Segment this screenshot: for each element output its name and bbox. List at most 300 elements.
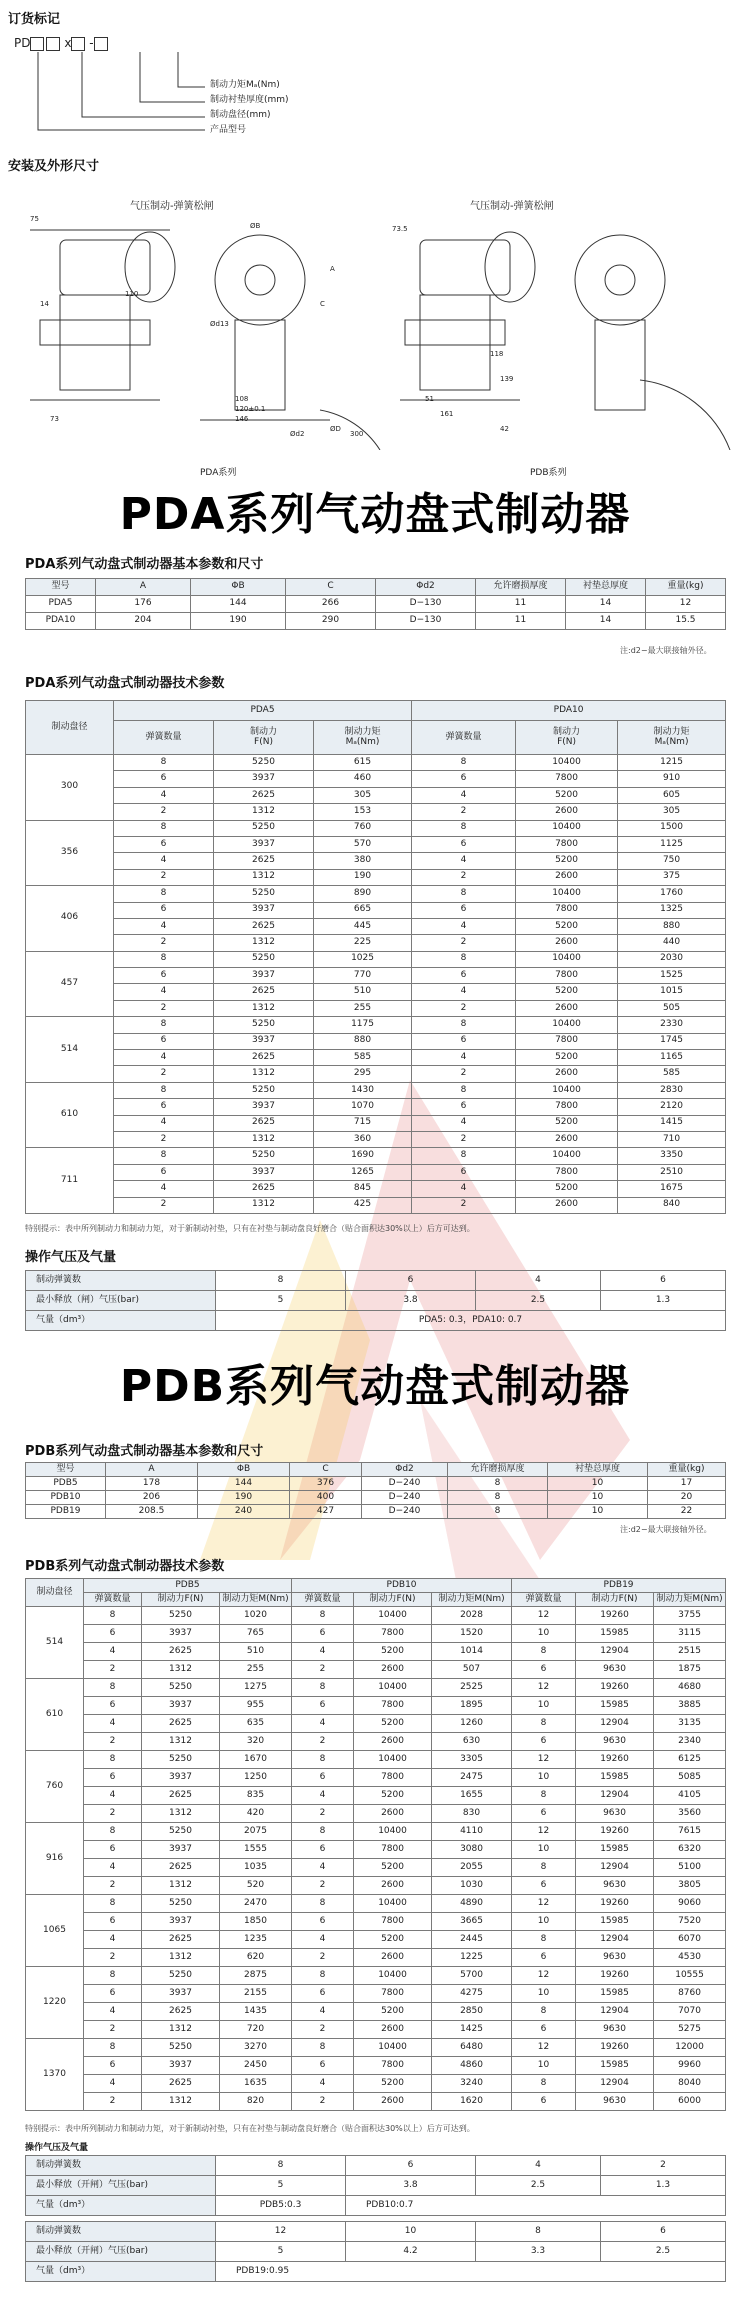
table-cell: 3350 [618,1148,726,1164]
table-cell: 1030 [432,1877,512,1895]
table-cell: 6 [292,1841,354,1859]
table-row [26,935,726,951]
table-cell: 305 [314,787,412,803]
table-cell: 1312 [214,1000,314,1016]
table-cell: 19260 [576,1679,654,1697]
table-cell: 4 [114,1115,214,1131]
table-cell: 615 [314,755,412,771]
dim-110: 110 [125,290,139,298]
table-row [26,1131,726,1147]
table-row [26,1033,726,1049]
dim-146: 146 [235,415,249,423]
table-cell: 12904 [576,2075,654,2093]
table-cell: 2 [412,1066,516,1082]
pdb-tech-h-force-1: 制动力F(N) [142,1593,220,1607]
pda-tech-h-force-2: 制动力 F(N) [516,721,618,755]
pdb-series-label: PDB系列 [530,468,567,478]
table-row [26,820,726,836]
table-cell: 1745 [618,1033,726,1049]
pdb-tech-table [25,1578,726,2111]
table-cell: 2625 [214,1115,314,1131]
table-cell: 2625 [214,984,314,1000]
table-cell: 8 [114,1148,214,1164]
right-drawing-caption: 气压制动-弹簧松闸 [470,201,554,212]
table-cell: 460 [314,771,412,787]
order-dash: - [89,36,94,50]
table-cell: 6000 [654,2093,726,2111]
table-cell: 15985 [576,1913,654,1931]
table-row [26,2093,726,2111]
table-cell: 3937 [214,1099,314,1115]
table-row [26,902,726,918]
dim-118: 118 [490,350,504,358]
table-cell: 7800 [354,1625,432,1643]
table-cell: 510 [314,984,412,1000]
table-cell: 3937 [142,1769,220,1787]
disc-diameter-cell: 1370 [26,2039,84,2111]
table-cell: 2830 [618,1082,726,1098]
table-cell: 12904 [576,1643,654,1661]
table-cell: 7800 [354,1913,432,1931]
table-cell: 6 [114,902,214,918]
disc-diameter-cell: 514 [26,1607,84,1679]
table-cell: 1015 [618,984,726,1000]
table-cell: 440 [618,935,726,951]
table-cell: 5250 [214,951,314,967]
table-cell: 2 [84,1805,142,1823]
table-cell: 830 [432,1805,512,1823]
table-cell: 425 [314,1197,412,1213]
disc-diameter-cell: 610 [26,1082,114,1148]
table-cell: 10400 [516,1082,618,1098]
table-cell: 4 [114,787,214,803]
table-cell: 4890 [432,1895,512,1913]
table-row [26,1877,726,1895]
table-cell: 4 [84,1931,142,1949]
table-cell: 10400 [354,1607,432,1625]
table-cell: 890 [314,886,412,902]
table-cell: 750 [618,853,726,869]
table-cell: 6 [412,1033,516,1049]
table-cell: 1014 [432,1643,512,1661]
table-cell: 12 [512,1967,576,1985]
pdb-tech-h-springs-1: 弹簧数量 [84,1593,142,1607]
table-cell: 5250 [214,755,314,771]
table-cell: 9630 [576,1949,654,1967]
table-cell: 4 [292,2003,354,2021]
table-cell: 2600 [516,1197,618,1213]
table-cell: 2340 [654,1733,726,1751]
table-cell: 7800 [354,1769,432,1787]
pda-basic-header: 型号 A ΦB C Φd2 允许磨损厚度 衬垫总厚度 重量(kg) [26,579,726,596]
table-row [26,1715,726,1733]
table-cell: 10555 [654,1967,726,1985]
order-title: 订货标记 [8,12,61,27]
table-cell: 5200 [516,853,618,869]
table-cell: 6 [114,771,214,787]
table-cell: 2 [114,1197,214,1213]
table-cell: 9630 [576,1661,654,1679]
pdb-basic-table [25,1462,726,1519]
table-cell: 2 [114,804,214,820]
table-cell: 1175 [314,1017,412,1033]
pdb-tech-title: PDB系列气动盘式制动器技术参数 [25,1559,225,1574]
table-cell: 10 [512,1697,576,1715]
pdb-tech-h-force-2: 制动力F(N) [354,1593,432,1607]
table-cell: 5200 [354,1859,432,1877]
table-cell: 510 [220,1643,292,1661]
table-cell: 1895 [432,1697,512,1715]
table-cell: 1520 [432,1625,512,1643]
table-cell: 7800 [516,1164,618,1180]
table-cell: 770 [314,968,412,984]
table-cell: 8 [292,1967,354,1985]
table-cell: 5250 [142,1823,220,1841]
table-row: PDB19 208.5 240 427 D−240 8 10 22 [26,1505,726,1519]
table-row [26,1913,726,1931]
table-cell: 4 [114,1050,214,1066]
table-cell: 380 [314,853,412,869]
table-cell: 1415 [618,1115,726,1131]
order-prefix: PD [14,36,31,50]
table-cell: 3937 [142,1985,220,2003]
dim-D: ØD [330,425,341,433]
table-cell: 3115 [654,1625,726,1643]
table-cell: 8 [412,820,516,836]
table-cell: 19260 [576,2039,654,2057]
table-cell: 4680 [654,1679,726,1697]
table-cell: 10 [512,1913,576,1931]
table-row [26,886,726,902]
table-cell: 7800 [516,836,618,852]
table-cell: 375 [618,869,726,885]
table-cell: 1325 [618,902,726,918]
pda-tip: 特别提示：表中所列制动力和制动力矩，对于新制动衬垫，只有在衬垫与制动盘良好磨合（贴合面积达30%以上）后方可达到。 [25,1224,475,1233]
table-cell: 3135 [654,1715,726,1733]
table-cell: 2450 [220,2057,292,2075]
table-cell: 6 [512,2021,576,2039]
pdb-tech-h-springs-2: 弹簧数量 [292,1593,354,1607]
table-cell: 1312 [214,1131,314,1147]
table-cell: 5250 [142,1967,220,1985]
table-cell: 1312 [214,1066,314,1082]
table-cell: 5200 [516,1115,618,1131]
table-cell: 8 [114,886,214,902]
table-cell: 1425 [432,2021,512,2039]
table-cell: 8 [512,1643,576,1661]
table-cell: 6 [114,968,214,984]
table-row [26,1949,726,1967]
table-cell: 8760 [654,1985,726,2003]
table-cell: 2 [412,1131,516,1147]
table-cell: 9630 [576,1877,654,1895]
table-row [26,2003,726,2021]
table-cell: 840 [618,1197,726,1213]
table-cell: 2 [114,1131,214,1147]
table-cell: 8 [512,1931,576,1949]
pda-tech-g1: PDA5 [114,701,412,721]
table-cell: 10400 [354,1679,432,1697]
table-cell: 2 [84,1661,142,1679]
table-cell: 2 [114,869,214,885]
pdb-basic-header: 型号 A ΦB C Φd2 允许磨损厚度 衬垫总厚度 重量(kg) [26,1463,726,1477]
dim-73-5: 73.5 [392,225,408,233]
table-cell: 12 [512,1751,576,1769]
table-cell: 6 [412,968,516,984]
pda-tech-h-springs-2: 弹簧数量 [412,721,516,755]
table-cell: 2 [292,1733,354,1751]
table-cell: 3755 [654,1607,726,1625]
disc-diameter-cell: 610 [26,1679,84,1751]
table-cell: 4 [292,1859,354,1877]
table-cell: 3560 [654,1805,726,1823]
table-cell: 1312 [142,1877,220,1895]
table-row [26,951,726,967]
order-label-torque: 制动力矩Mₐ(Nm) [210,80,280,90]
table-cell: 6 [292,1985,354,2003]
table-cell: 5250 [214,886,314,902]
table-cell: 2 [84,2021,142,2039]
table-cell: 1265 [314,1164,412,1180]
table-cell: 1260 [432,1715,512,1733]
table-cell: 8 [512,2075,576,2093]
disc-diameter-cell: 356 [26,820,114,886]
table-cell: 8 [84,1823,142,1841]
disc-diameter-cell: 1065 [26,1895,84,1967]
table-cell: 1635 [220,2075,292,2093]
table-cell: 2 [412,869,516,885]
table-cell: 9060 [654,1895,726,1913]
table-row [26,1931,726,1949]
table-cell: 1165 [618,1050,726,1066]
table-cell: 5250 [142,1679,220,1697]
table-cell: 5250 [142,2039,220,2057]
table-cell: 2475 [432,1769,512,1787]
table-cell: 1312 [142,1805,220,1823]
table-cell: 5200 [516,787,618,803]
table-cell: 2 [292,2021,354,2039]
table-cell: 2600 [354,1949,432,1967]
table-cell: 8 [84,2039,142,2057]
table-cell: 1312 [142,1661,220,1679]
table-cell: 9960 [654,2057,726,2075]
table-row: 制动弹簧数 12 10 8 6 [26,2222,726,2242]
dim-b: ØB [250,222,261,230]
pda-side-view [30,230,175,400]
table-row [26,1066,726,1082]
table-row [26,1148,726,1164]
table-row [26,1115,726,1131]
table-cell: 6 [84,1625,142,1643]
table-cell: 6 [412,1164,516,1180]
table-row: PDB5 178 144 376 D−240 8 10 17 [26,1477,726,1491]
table-cell: 5275 [654,2021,726,2039]
table-cell: 585 [618,1066,726,1082]
table-cell: 10400 [516,951,618,967]
pda-main-title: PDA系列气动盘式制动器 [119,489,631,540]
install-title: 安装及外形尺寸 [8,159,100,174]
table-cell: 2030 [618,951,726,967]
table-cell: 8 [412,755,516,771]
table-cell: 295 [314,1066,412,1082]
table-cell: 12 [512,1895,576,1913]
table-cell: 8 [114,820,214,836]
table-cell: 8 [114,755,214,771]
table-cell: 12904 [576,1715,654,1733]
table-cell: 3305 [432,1751,512,1769]
table-row [26,1841,726,1859]
table-cell: 1690 [314,1148,412,1164]
table-cell: 8040 [654,2075,726,2093]
table-row [26,1164,726,1180]
table-cell: 5200 [354,1715,432,1733]
table-cell: 8 [292,1607,354,1625]
table-cell: 12904 [576,1859,654,1877]
table-cell: 3937 [214,1033,314,1049]
table-cell: 4 [412,984,516,1000]
table-cell: 3937 [142,1841,220,1859]
table-cell: 2600 [354,1661,432,1679]
table-cell: 3937 [214,771,314,787]
table-cell: 15985 [576,1841,654,1859]
table-cell: 6 [292,1625,354,1643]
table-row [26,1181,726,1197]
table-cell: 5250 [142,1895,220,1913]
pdb-air-title: 操作气压及气量 [25,2143,89,2153]
table-cell: 8 [292,1895,354,1913]
table-cell: 5250 [214,820,314,836]
table-cell: 2445 [432,1931,512,1949]
table-cell: 4105 [654,1787,726,1805]
table-cell: 3665 [432,1913,512,1931]
table-cell: 2625 [142,1931,220,1949]
table-row: 气量（dm³） PDA5: 0.3，PDA10: 0.7 [26,1311,726,1331]
table-cell: 3937 [142,1697,220,1715]
table-cell: 2 [84,1877,142,1895]
pdb-tech-g2: PDB10 [292,1579,512,1593]
table-cell: 3937 [214,1164,314,1180]
table-cell: 2515 [654,1643,726,1661]
table-cell: 6 [292,2057,354,2075]
pda-basic-table [25,578,726,630]
table-row [26,1823,726,1841]
table-cell: 8 [512,1715,576,1733]
table-cell: 5250 [142,1751,220,1769]
disc-diameter-cell: 514 [26,1017,114,1083]
table-row [26,1733,726,1751]
table-cell: 5100 [654,1859,726,1877]
table-cell: 7070 [654,2003,726,2021]
table-row [26,1000,726,1016]
table-cell: 8 [512,2003,576,2021]
table-cell: 605 [618,787,726,803]
pdb-tech-g1: PDB5 [84,1579,292,1593]
pda-tech-h-force-1: 制动力 F(N) [214,721,314,755]
table-cell: 10400 [516,1017,618,1033]
table-cell: 12904 [576,1787,654,1805]
table-cell: 225 [314,935,412,951]
table-cell: 6 [412,836,516,852]
table-cell: 15985 [576,1697,654,1715]
table-cell: 9630 [576,1805,654,1823]
table-row [26,1985,726,2003]
pdb-front-view [575,235,730,450]
table-cell: 7800 [516,968,618,984]
table-row: 制动弹簧数 8 6 4 6 [26,1271,726,1291]
table-cell: 15985 [576,1985,654,2003]
table-cell: 10400 [516,755,618,771]
table-cell: 8 [84,1895,142,1913]
table-cell: 10400 [354,2039,432,2057]
pda-tech-g2: PDA10 [412,701,726,721]
table-cell: 2330 [618,1017,726,1033]
table-cell: 4 [84,2003,142,2021]
table-cell: 665 [314,902,412,918]
table-cell: 3937 [142,2057,220,2075]
table-cell: 2625 [142,1643,220,1661]
table-cell: 1620 [432,2093,512,2111]
table-cell: 6 [114,1099,214,1115]
table-cell: 2 [292,2093,354,2111]
table-cell: 3937 [214,968,314,984]
table-cell: 3270 [220,2039,292,2057]
table-cell: 2510 [618,1164,726,1180]
pdb-side-view [400,232,535,400]
order-labels [210,78,289,138]
table-cell: 6 [512,1733,576,1751]
pda-front-view [200,235,380,450]
table-cell: 2625 [142,2075,220,2093]
table-row [26,2057,726,2075]
pdb-tech-h-springs-3: 弹簧数量 [512,1593,576,1607]
disc-diameter-cell: 457 [26,951,114,1017]
table-cell: 4530 [654,1949,726,1967]
table-cell: 2600 [516,935,618,951]
dim-120: 120±0.1 [235,405,266,413]
table-cell: 1655 [432,1787,512,1805]
table-cell: 710 [618,1131,726,1147]
table-cell: 6070 [654,1931,726,1949]
table-cell: 360 [314,1131,412,1147]
table-cell: 4110 [432,1823,512,1841]
table-cell: 2625 [214,1050,314,1066]
table-cell: 1670 [220,1751,292,1769]
table-row [26,1050,726,1066]
table-cell: 1275 [220,1679,292,1697]
table-cell: 4 [114,1181,214,1197]
table-cell: 6 [292,1913,354,1931]
pda-tech-h-torque-2: 制动力矩 Mₐ(Nm) [618,721,726,755]
table-row [26,1661,726,1679]
table-cell: 8 [412,1082,516,1098]
table-cell: 12904 [576,2003,654,2021]
table-row [26,1679,726,1697]
table-cell: 720 [220,2021,292,2039]
table-cell: 305 [618,804,726,820]
table-cell: 6 [292,1697,354,1715]
dim-161: 161 [440,410,454,418]
pda-tech-h-springs-1: 弹簧数量 [114,721,214,755]
table-row [26,869,726,885]
disc-diameter-cell: 300 [26,755,114,821]
table-cell: 8 [84,1967,142,1985]
table-cell: 10 [512,1769,576,1787]
table-cell: 620 [220,1949,292,1967]
table-cell: 5200 [354,2003,432,2021]
pda-basic-title: PDA系列气动盘式制动器基本参数和尺寸 [25,557,264,572]
pdb-air-table [25,2155,726,2282]
table-cell: 880 [618,918,726,934]
